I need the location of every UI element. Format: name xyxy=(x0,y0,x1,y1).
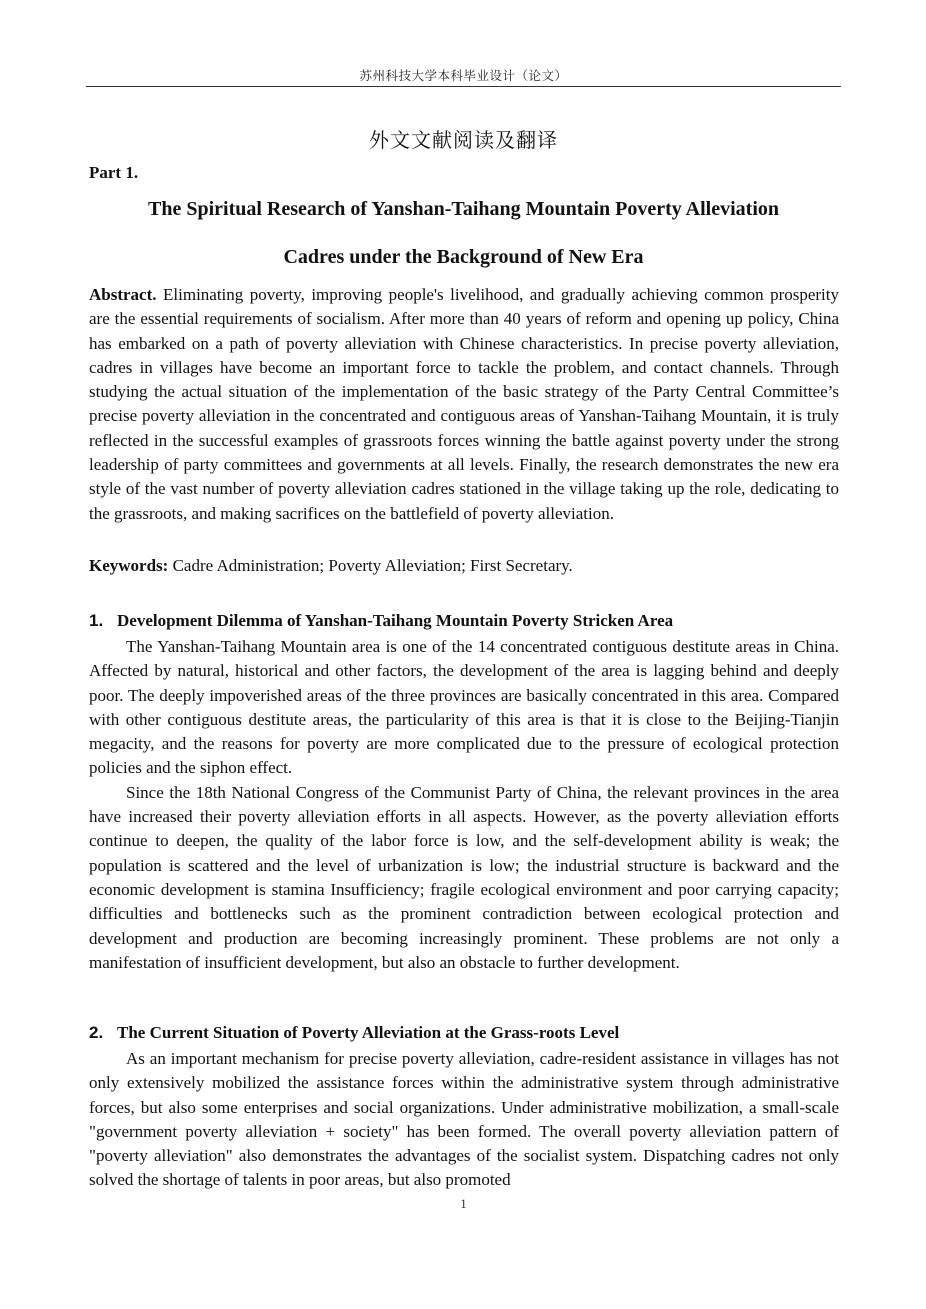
section-2-heading xyxy=(89,1023,619,1043)
paragraph: The Yanshan-Taihang Mountain area is one of the 14 concentrated contiguous destitute areas in China. Affected by natural, historical and other factors, the development of the area is lagging behind and deeply poor. The deeply impoverished areas of the three provinces are basically concentrated in this area. Compared with other contiguous destitute areas, the particularity of this area is that it is close to the Beijing-Tianjin megacity, and the reasons for poverty are more complicated due to the pressure of ecological protection policies and the siphon effect. xyxy=(89,637,839,778)
section-number: 2. xyxy=(89,1023,104,1042)
page-number: 1 xyxy=(460,1196,467,1211)
section-1-heading xyxy=(89,611,673,631)
section-title: Development Dilemma of Yanshan-Taihang Mountain Poverty Stricken Area xyxy=(117,611,674,630)
running-header: 苏州科技大学本科毕业设计（论文） xyxy=(359,68,568,83)
keywords-text: Cadre Administration; Poverty Alleviation; First Secretary. xyxy=(172,556,573,575)
section-title: The Current Situation of Poverty Alleviation at the Grass-roots Level xyxy=(117,1023,620,1042)
keywords-label: Keywords: xyxy=(89,556,169,575)
paper-title-line-1: The Spiritual Research of Yanshan-Taihang Mountain Poverty Alleviation xyxy=(148,198,779,220)
section-1-body xyxy=(89,635,839,975)
abstract-text: Eliminating poverty, improving people's livelihood, and gradually achieving common prosperity are the essential requirements of socialism. After more than 40 years of reform and opening up policy, China has embarked on a path of poverty alleviation with Chinese characteristics. In precise poverty alleviation, cadres in villages have become an important force to tackle the problem, and contact channels. Through studying the actual situation of the implementation of the basic strategy of the Party Central Committee’s precise poverty alleviation in the concentrated and contiguous areas of Yanshan-Taihang Mountain, it is truly reflected in the successful examples of grassroots forces winning the battle against poverty under the strong leadership of party committees and governments at all levels. Finally, the research demonstrates the new era style of the vast number of poverty alleviation cadres stationed in the village taking up the role, dedicating to the grassroots, and making sacrifices on the battlefield of poverty alleviation. xyxy=(89,285,840,523)
abstract-label: Abstract. xyxy=(89,285,157,304)
header-rule xyxy=(86,86,841,87)
paper-title-line-2: Cadres under the Background of New Era xyxy=(283,246,644,268)
section-2-body xyxy=(89,1047,839,1193)
part-label: Part 1. xyxy=(89,163,139,182)
keywords xyxy=(89,556,573,576)
section-number: 1. xyxy=(89,611,104,630)
paragraph: Since the 18th National Congress of the Communist Party of China, the relevant provinces in the area have increased their poverty alleviation efforts in all aspects. However, as the poverty alleviation efforts continue to deepen, the quality of the labor force is low, and the self-development ability is weak; the population is scattered and the level of urbanization is low; the industrial structure is backward and the economic development is stamina Insufficiency; fragile ecological environment and poor carrying capacity; difficulties and bottlenecks such as the prominent contradiction between ecological protection and development and production are becoming increasingly prominent. These problems are not only a manifestation of insufficient development, but also an obstacle to further development. xyxy=(89,782,839,972)
chinese-section-title: 外文文献阅读及翻译 xyxy=(369,128,558,152)
paragraph: As an important mechanism for precise poverty alleviation, cadre-resident assistance in villages has not only extensively mobilized the assistance forces within the administrative system through administrative forces, but also some enterprises and social organizations. Under administrative mobilization, a small-scale "government poverty alleviation + society" has been formed. The overall poverty alleviation pattern of "poverty alleviation" also demonstrates the advantages of the socialist system. Dispatching cadres not only solved the shortage of talents in poor areas, but also promoted xyxy=(89,1049,839,1190)
abstract xyxy=(89,283,839,526)
